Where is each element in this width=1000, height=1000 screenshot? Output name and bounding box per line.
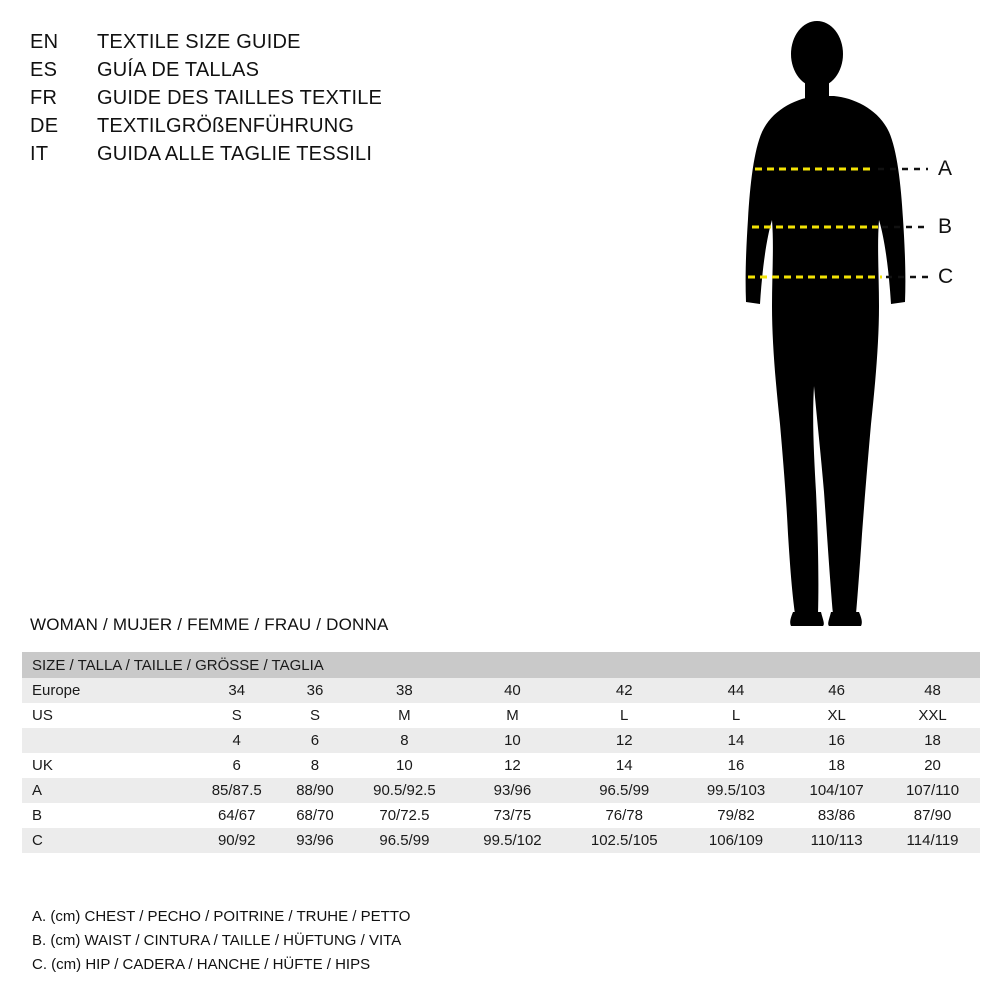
cell: 88/90 [281,778,348,803]
cell: 8 [349,728,461,753]
row-label: A [22,778,192,803]
footnote-c: C. (cm) HIP / CADERA / HANCHE / HÜFTE / HIPS [32,956,371,973]
cell: 10 [349,753,461,778]
footnotes [32,905,410,977]
size-table [22,652,980,853]
cell: 96.5/99 [565,778,684,803]
cell: 10 [460,728,564,753]
language-title: GUÍA DE TALLAS [97,59,260,81]
cell: 104/107 [788,778,885,803]
cell: 14 [684,728,788,753]
cell: L [565,703,684,728]
cell: 93/96 [460,778,564,803]
language-row [30,84,550,112]
cell: 87/90 [885,803,980,828]
cell: 34 [192,678,281,703]
cell: 99.5/103 [684,778,788,803]
cell: S [281,703,348,728]
language-title: TEXTILE SIZE GUIDE [97,31,301,53]
measurement-figure [700,14,990,634]
row-label: Europe [22,678,192,703]
language-code: FR [30,87,58,109]
cell: 14 [565,753,684,778]
language-title-block [30,28,550,168]
footnote-b: B. (cm) WAIST / CINTURA / TAILLE / HÜFTUNG / VITA [32,932,402,949]
row-label: B [22,803,192,828]
row-label [22,728,192,753]
cell: 38 [349,678,461,703]
cell: M [460,703,564,728]
cell: 64/67 [192,803,281,828]
table-row [22,828,980,853]
language-code: IT [30,143,49,165]
measure-label-a: A [938,157,953,180]
language-code: ES [30,59,58,81]
cell: 12 [460,753,564,778]
section-heading: WOMAN / MUJER / FEMME / FRAU / DONNA [30,615,389,634]
table-row [22,803,980,828]
cell: 16 [788,728,885,753]
cell: 20 [885,753,980,778]
language-code: EN [30,31,59,53]
cell: 36 [281,678,348,703]
cell: 8 [281,753,348,778]
cell: 16 [684,753,788,778]
cell: M [349,703,461,728]
cell: 114/119 [885,828,980,853]
row-label: UK [22,753,192,778]
language-row [30,56,550,84]
language-row [30,112,550,140]
cell: 102.5/105 [565,828,684,853]
cell: 40 [460,678,564,703]
language-code: DE [30,115,59,137]
cell: 6 [192,753,281,778]
cell: 68/70 [281,803,348,828]
cell: XL [788,703,885,728]
table-header-label: SIZE / TALLA / TAILLE / GRÖSSE / TAGLIA [22,652,980,678]
measure-label-c: C [938,265,954,288]
cell: 106/109 [684,828,788,853]
cell: 18 [788,753,885,778]
cell: 18 [885,728,980,753]
row-label: C [22,828,192,853]
cell: 73/75 [460,803,564,828]
table-header-row [22,652,980,678]
table-row [22,753,980,778]
cell: 90/92 [192,828,281,853]
cell: S [192,703,281,728]
cell: 42 [565,678,684,703]
cell: 96.5/99 [349,828,461,853]
cell: 93/96 [281,828,348,853]
row-label: US [22,703,192,728]
language-title: TEXTILGRÖßENFÜHRUNG [97,115,355,137]
language-row [30,140,550,168]
table-row [22,678,980,703]
measure-label-b: B [938,215,953,238]
cell: 107/110 [885,778,980,803]
cell: 110/113 [788,828,885,853]
cell: 44 [684,678,788,703]
cell: 90.5/92.5 [349,778,461,803]
language-row [30,28,550,56]
language-title: GUIDA ALLE TAGLIE TESSILI [97,143,373,165]
cell: 6 [281,728,348,753]
cell: 76/78 [565,803,684,828]
cell: 46 [788,678,885,703]
cell: XXL [885,703,980,728]
cell: L [684,703,788,728]
cell: 12 [565,728,684,753]
table-row [22,703,980,728]
table-row [22,778,980,803]
cell: 83/86 [788,803,885,828]
cell: 99.5/102 [460,828,564,853]
cell: 85/87.5 [192,778,281,803]
footnote-a: A. (cm) CHEST / PECHO / POITRINE / TRUHE / PETTO [32,908,411,925]
female-body-silhouette-icon [700,14,990,634]
table-row [22,728,980,753]
cell: 70/72.5 [349,803,461,828]
cell: 79/82 [684,803,788,828]
cell: 48 [885,678,980,703]
language-title: GUIDE DES TAILLES TEXTILE [97,87,383,109]
cell: 4 [192,728,281,753]
